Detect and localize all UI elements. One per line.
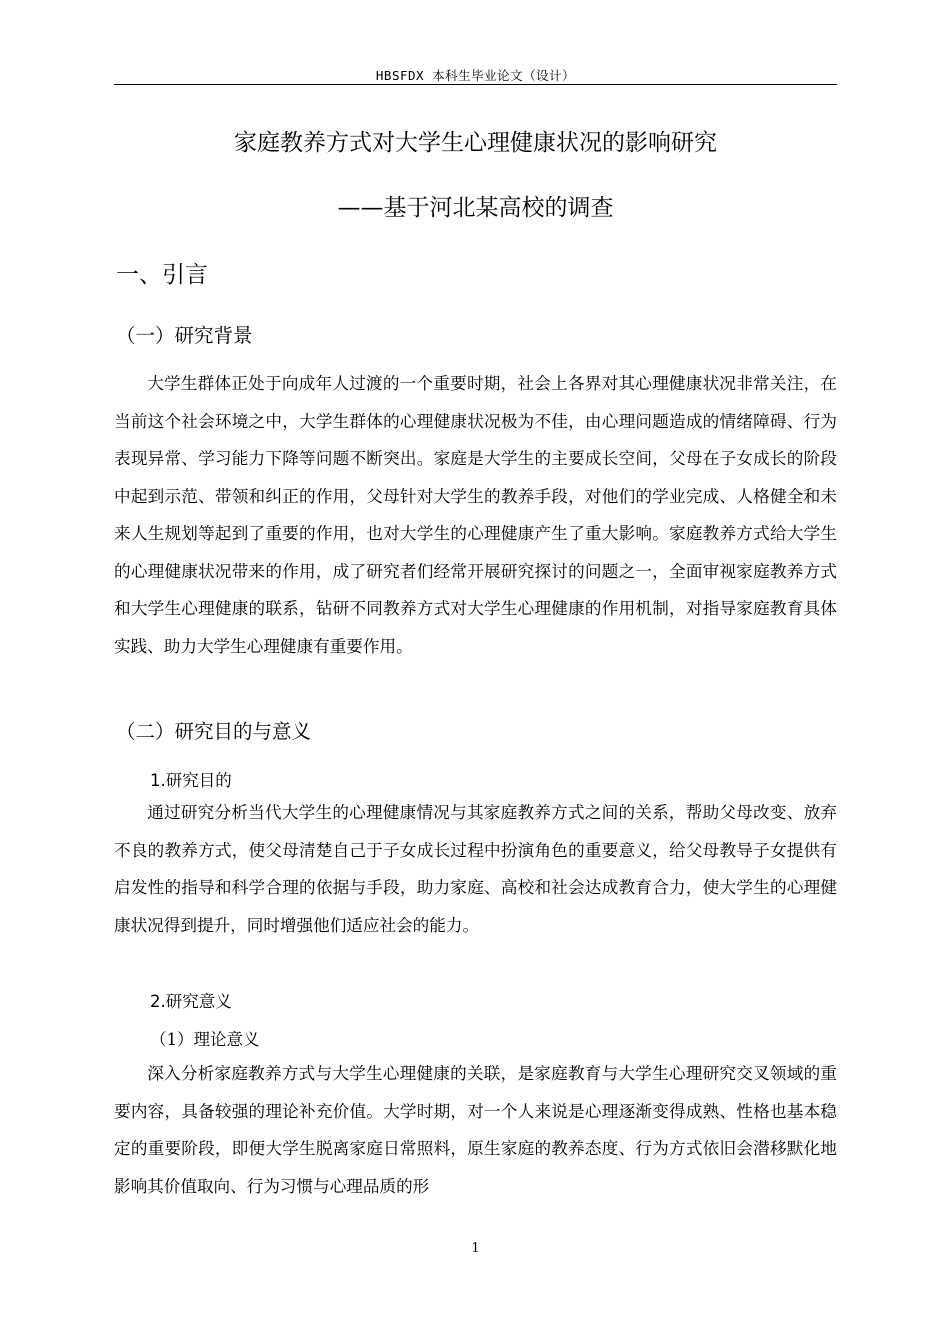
- theory-paragraph: 深入分析家庭教养方式与大学生心理健康的关联，是家庭教育与大学生心理研究交叉领域的重要内容，具备较强的理论补充价值。大学时期，对一个人来说是心理逐渐变得成熟、性格也基本稳定的重要阶段，即便大学生脱离家庭日常照料，原生家庭的教养态度、行为方式依旧会潜移默化地影响其价值取向、行为习惯与心理品质的形: [114, 1064, 837, 1196]
- paper-subtitle: ——基于河北某高校的调查: [337, 195, 614, 221]
- section-heading-introduction: 一、引言: [116, 262, 208, 288]
- heading-theoretical-significance: （1）理论意义: [150, 1030, 260, 1049]
- purpose-paragraph: 通过研究分析当代大学生的心理健康情况与其家庭教养方式之间的关系，帮助父母改变、放弃不良的教养方式，使父母清楚自己于子女成长过程中扮演角色的重要意义，给父母教导子女提供有启发性的指导和科学合理的依据与手段，助力家庭、高校和社会达成教育合力，使大学生的心理健康状况得到提升，同时增强他们适应社会的能力。: [114, 803, 837, 935]
- heading-research-significance: 2.研究意义: [150, 992, 232, 1011]
- header-rule: [114, 84, 837, 85]
- subsection-heading-purpose-significance: （二）研究目的与意义: [116, 720, 312, 743]
- paper-title: 家庭教养方式对大学生心理健康状况的影响研究: [234, 130, 717, 156]
- page-number: 1: [471, 1241, 480, 1256]
- running-header: HBSFDX 本科生毕业论文（设计）: [375, 68, 576, 83]
- heading-research-purpose: 1.研究目的: [150, 771, 232, 790]
- subsection-heading-background: （一）研究背景: [116, 324, 253, 347]
- background-paragraph: 大学生群体正处于向成年人过渡的一个重要时期，社会上各界对其心理健康状况非常关注，在当前这个社会环境之中，大学生群体的心理健康状况极为不佳，由心理问题造成的情绪障碍、行为表现异常、学习能力下降等问题不断突出。家庭是大学生的主要成长空间，父母在子女成长的阶段中起到示范、带领和纠正的作用，父母针对大学生的教养手段，对他们的学业完成、人格健全和未来人生规划等起到了重要的作用，也对大学生的心理健康产生了重大影响。家庭教养方式给大学生的心理健康状况带来的作用，成了研究者们经常开展研究探讨的问题之一，全面审视家庭教养方式和大学生心理健康的联系，钻研不同教养方式对大学生心理健康的作用机制，对指导家庭教育具体实践、助力大学生心理健康有重要作用。: [114, 374, 837, 656]
